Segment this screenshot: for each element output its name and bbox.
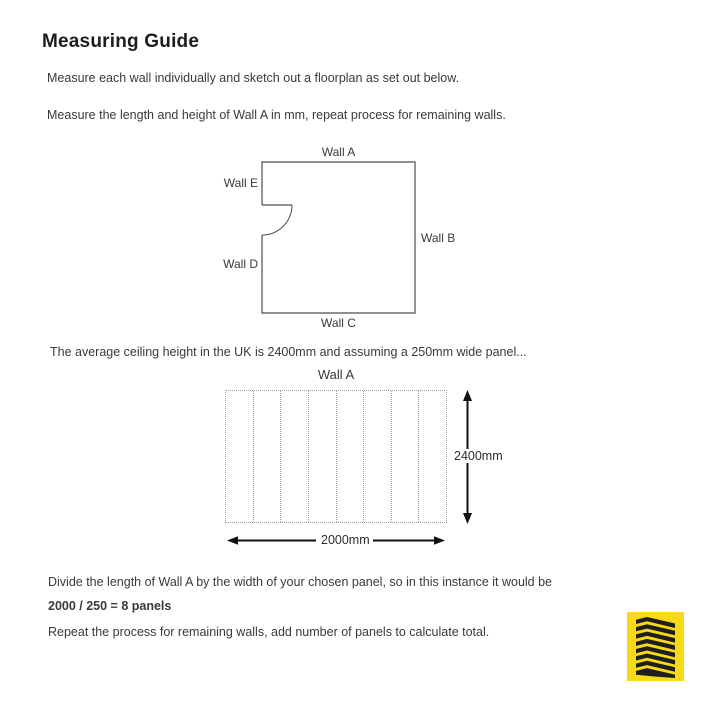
panel-cell [226, 391, 254, 522]
door-swing-arc [262, 205, 292, 235]
floorplan-wall-c-label: Wall C [321, 316, 356, 330]
panel-formula: 2000 / 250 = 8 panels [48, 599, 172, 613]
panel-grid [225, 390, 447, 523]
floorplan-walls-path [262, 162, 415, 313]
panel-cell [364, 391, 392, 522]
panel-cell [419, 391, 446, 522]
panel-cell [392, 391, 420, 522]
divide-instruction: Divide the length of Wall A by the width of your chosen panel, so in this instance it would be [48, 575, 552, 589]
ceiling-note: The average ceiling height in the UK is 2400mm and assuming a 250mm wide panel... [50, 345, 527, 359]
company-logo [627, 612, 684, 681]
intro-line-2: Measure the length and height of Wall A in mm, repeat process for remaining walls. [47, 108, 506, 122]
floorplan-outline-drawing [260, 160, 420, 316]
panel-diagram-title: Wall A [317, 367, 355, 382]
floorplan-wall-b-label: Wall B [421, 231, 456, 245]
page-title: Measuring Guide [42, 31, 200, 52]
floorplan-wall-d-label: Wall D [223, 257, 258, 271]
stacked-panels-icon [627, 612, 684, 681]
repeat-instruction: Repeat the process for remaining walls, add number of panels to calculate total. [48, 625, 490, 639]
width-dimension-label: 2000mm [321, 533, 370, 547]
floorplan-wall-a-label: Wall A [321, 145, 356, 159]
panel-cell [337, 391, 365, 522]
panel-cell [309, 391, 337, 522]
panel-cell [281, 391, 309, 522]
floorplan-wall-e-label: Wall E [223, 176, 258, 190]
height-dimension-label: 2400mm [454, 449, 503, 463]
panel-cell [254, 391, 282, 522]
intro-line-1: Measure each wall individually and sketch out a floorplan as set out below. [47, 71, 460, 85]
